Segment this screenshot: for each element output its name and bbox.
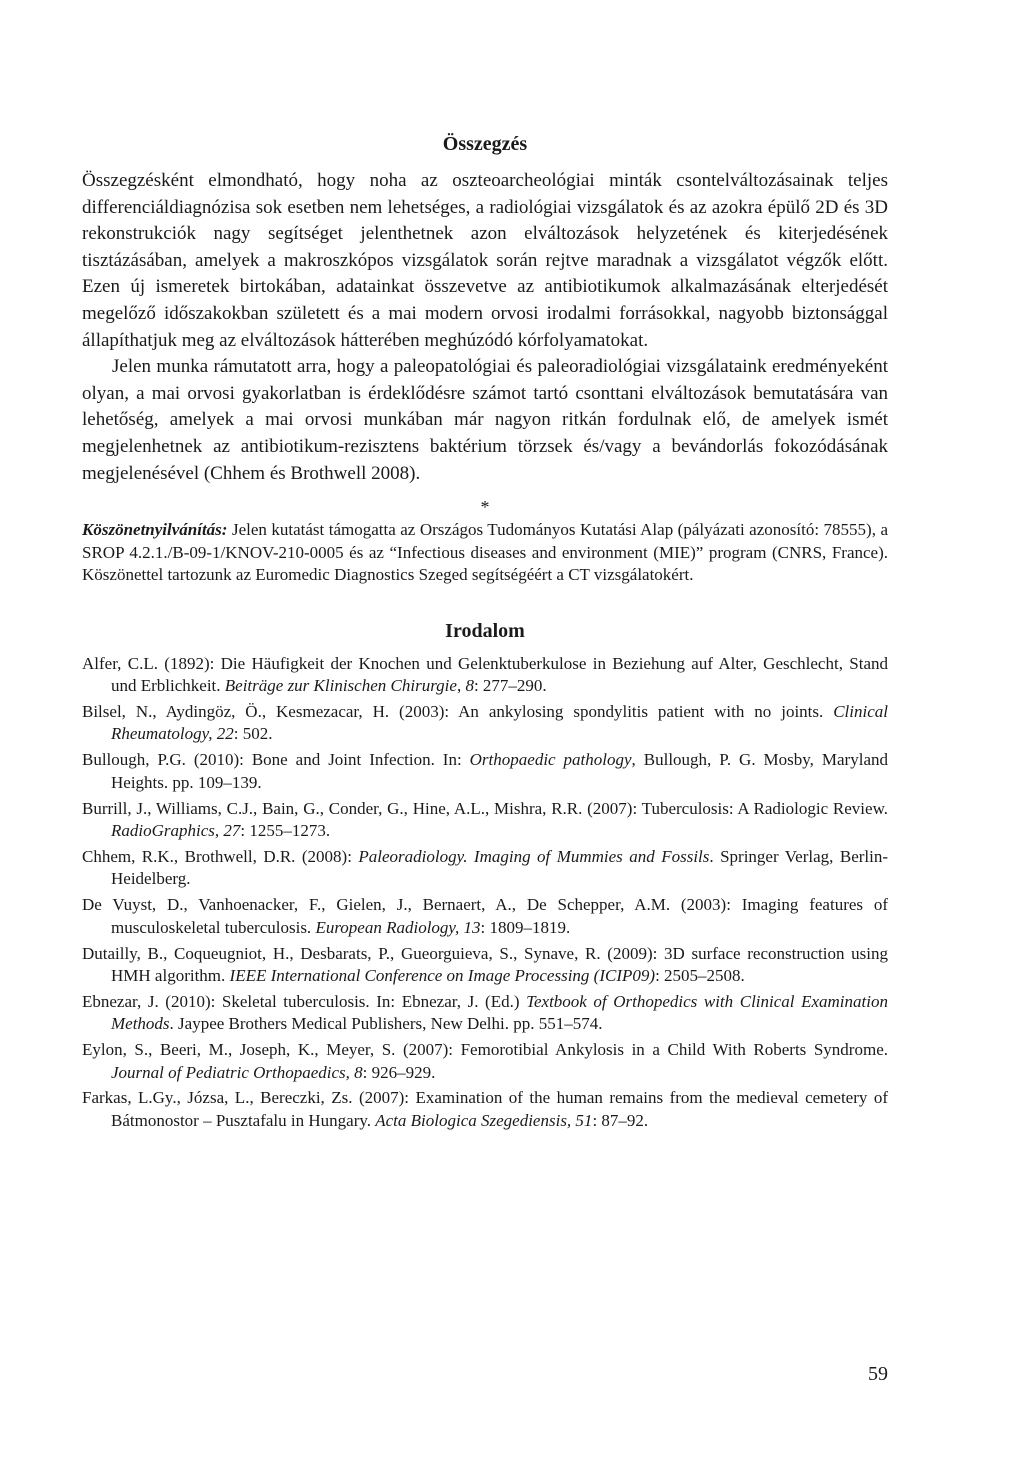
reference-authors: Burrill, J., Williams, C.J., Bain, G., Conder, G., Hine, A.L., Mishra, R.R. (2007): Tuberculosis: A Radiologic Review. xyxy=(82,798,888,818)
reference-item xyxy=(82,1087,888,1132)
acknowledgement-text: Jelen kutatást támogatta az Országos Tudományos Kutatási Alap (pályázati azonosító: 78555), a SROP 4.2.1./B-09-1/KNOV-210-0005 és az “Infectious diseases and environment (MIE)” program (CNRS, France). Köszönettel tartozunk az Euromedic Diagnostics Szeged segítségéért a CT vizsgálatokért. xyxy=(82,520,888,585)
reference-authors: Alfer, C.L. (1892): Die Häufigkeit der Knochen und Gelenktuberkulose in Beziehung auf Alter, Geschlecht, Stand und Erblichkeit. xyxy=(82,653,888,696)
reference-item xyxy=(82,894,888,939)
reference-source: Orthopaedic pathology xyxy=(469,750,632,770)
reference-item xyxy=(82,846,888,891)
reference-list xyxy=(82,653,888,1133)
reference-detail: , xyxy=(456,676,466,696)
reference-source: Journal of Pediatric Orthopaedics, 8 xyxy=(111,1062,363,1082)
reference-source: Beiträge zur Klinischen Chirurgie xyxy=(224,676,457,696)
reference-authors: Ebnezar, J. (2010): Skeletal tuberculosis. In: Ebnezar, J. (Ed.) xyxy=(82,991,527,1011)
reference-authors: Chhem, R.K., Brothwell, D.R. (2008): xyxy=(82,846,359,866)
reference-detail: : 926–929. xyxy=(362,1062,436,1082)
acknowledgement xyxy=(82,519,888,587)
reference-authors: Eylon, S., Beeri, M., Joseph, K., Meyer, S. (2007): Femorotibial Ankylosis in a Child With Roberts Syndrome. xyxy=(82,1040,888,1060)
reference-item xyxy=(82,653,888,698)
page-number: 59 xyxy=(868,1363,888,1385)
reference-authors: Dutailly, B., Coqueugniot, H., Desbarats, P., Gueorguieva, S., Synave, R. (2009): 3D surface reconstruction using HMH algorithm. xyxy=(82,943,888,985)
reference-detail: , Bullough, P. G. Mosby, Maryland Heights. pp. 109–139. xyxy=(111,750,888,792)
references-heading: Irodalom xyxy=(445,619,525,642)
reference-source: Acta Biologica Szegediensis, 51 xyxy=(375,1110,593,1130)
reference-authors: Bullough, P.G. (2010): Bone and Joint Infection. In: xyxy=(82,750,470,770)
section-separator: * xyxy=(480,497,490,518)
reference-detail: , xyxy=(214,820,224,840)
reference-item xyxy=(82,943,888,988)
reference-item xyxy=(82,798,888,843)
reference-source: Clinical Rheumatology, 22 xyxy=(111,701,888,744)
acknowledgement-label: Köszönetnyilvánítás: xyxy=(82,520,228,540)
reference-volume: 8 xyxy=(465,676,474,696)
summary-heading: Összegzés xyxy=(442,133,528,155)
reference-authors: De Vuyst, D., Vanhoenacker, F., Gielen, J., Bernaert, A., De Schepper, A.M. (2003): Imaging features of musculoskeletal tuberculosis. xyxy=(82,895,888,937)
reference-item xyxy=(82,991,888,1036)
reference-source: RadioGraphics xyxy=(111,820,215,840)
reference-authors: Farkas, L.Gy., Józsa, L., Bereczki, Zs. (2007): Examination of the human remains from the medieval cemetery of Bátmonostor – Pusztafalu in Hungary. xyxy=(82,1088,888,1130)
reference-detail: . Springer Verlag, Berlin-Heidelberg. xyxy=(111,846,889,889)
reference-detail: : 87–92. xyxy=(592,1110,649,1130)
reference-detail: : 1809–1819. xyxy=(480,917,571,937)
reference-volume: 27 xyxy=(223,820,241,840)
reference-source: Paleoradiology. Imaging of Mummies and Fossils xyxy=(358,846,710,866)
reference-pages: : 277–290. xyxy=(473,676,547,696)
reference-source: European Radiology, 13 xyxy=(315,917,481,937)
summary-paragraph-2: Jelen munka rámutatott arra, hogy a paleopatológiai és paleoradiológiai vizsgálataink eredményeként olyan, a mai orvosi gyakorlatban is érdeklődésre számot tartó csonttani elváltozások bemutatására van lehetőség, amelyek a mai orvosi munkában már nagyon ritkán fordulnak elő, de amelyek ismét megjelenhetnek az antibiotikum-rezisztens baktérium törzsek és/vagy a bevándorlás fokozódásának megjelenésével (Chhem és Brothwell 2008). xyxy=(82,356,888,484)
reference-pages: : 1255–1273. xyxy=(240,820,331,840)
reference-detail: : 502. xyxy=(233,724,273,744)
page-content xyxy=(82,130,888,1136)
reference-detail: . Jaypee Brothers Medical Publishers, New Delhi. pp. 551–574. xyxy=(169,1014,603,1034)
reference-source: Textbook of Orthopedics with Clinical Examination Methods xyxy=(111,991,888,1034)
reference-authors: Bilsel, N., Aydingöz, Ö., Kesmezacar, H. (2003): An ankylosing spondylitis patient with no joints. xyxy=(82,701,834,721)
reference-detail: : 2505–2508. xyxy=(655,965,745,985)
reference-item xyxy=(82,749,888,794)
reference-item xyxy=(82,1039,888,1084)
reference-source: IEEE International Conference on Image Processing (ICIP09) xyxy=(229,965,656,985)
reference-item xyxy=(82,701,888,746)
summary-paragraph-1: Összegzésként elmondható, hogy noha az oszteoarcheológiai minták csontelváltozásainak teljes differenciáldiagnózisa sok esetben nem lehetséges, a radiológiai vizsgálatok és az azokra épülő 2D és 3D rekonstrukciók nagy segítséget jelenthetnek azon elváltozások helyzetének és kiterjedésének tisztázásában, amelyek a makroszkópos vizsgálatok során rejtve maradnak a vizsgálatot végzők előtt. Ezen új ismeretek birtokában, adatainkat összevetve az antibiotikumok alkalmazásának elterjedését megelőző időszakokban született és a mai modern orvosi irodalmi forrásokkal, nagyobb biztonsággal állapíthatjuk meg az elváltozások hátterében meghúzódó kórfolyamatokat. xyxy=(82,170,888,351)
